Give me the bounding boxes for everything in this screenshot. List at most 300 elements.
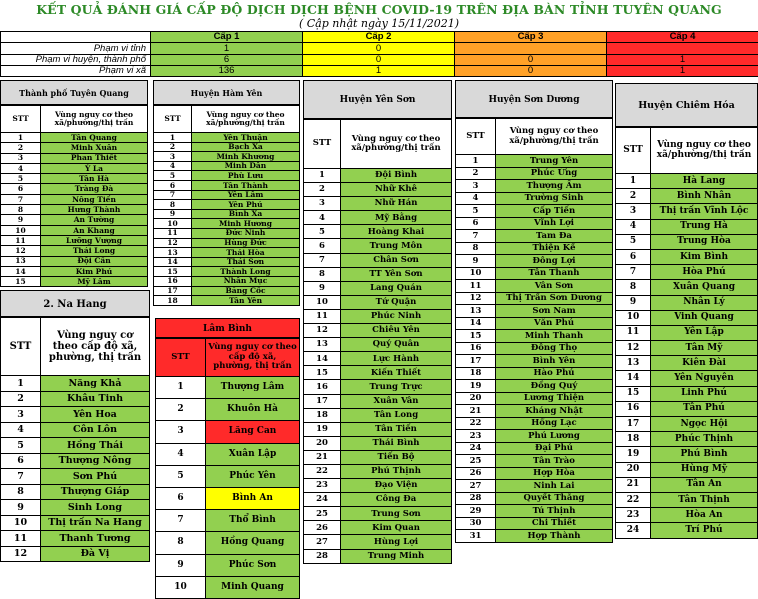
row-index: 26	[304, 521, 341, 535]
commune-name: Phú Thịnh	[341, 464, 452, 478]
table-row	[616, 386, 758, 401]
lb-table	[155, 338, 300, 599]
summary-row-label: Phạm vi xã	[1, 65, 151, 76]
row-index: 11	[616, 325, 651, 340]
zone-header: Vùng nguy cơ theo xã/phường/thị trấn	[192, 106, 300, 133]
table-row	[1, 422, 150, 438]
commune-name: Kháng Nhật	[496, 405, 613, 418]
row-index: 7	[1, 469, 41, 485]
commune-name: Phúc Ninh	[341, 309, 452, 323]
table-row	[304, 535, 452, 549]
commune-name: Trí Phú	[651, 523, 758, 538]
summary-row	[1, 43, 758, 54]
row-index: 7	[1, 194, 41, 204]
table-row	[154, 152, 300, 162]
stt-header: STT	[1, 106, 41, 133]
summary-row	[1, 54, 758, 65]
table-row	[616, 447, 758, 462]
table-row	[616, 401, 758, 416]
table-row	[456, 267, 613, 280]
table-row	[154, 248, 300, 258]
table-row	[156, 399, 300, 421]
table-row	[456, 530, 613, 543]
commune-name: Phúc Ứng	[496, 167, 613, 180]
commune-name: Kim Bình	[651, 249, 758, 264]
commune-name: Nông Tiến	[41, 194, 148, 204]
table-row	[304, 324, 452, 338]
row-index: 17	[616, 417, 651, 432]
row-index: 18	[456, 367, 496, 380]
commune-name: Tân Thanh	[496, 267, 613, 280]
row-index: 24	[616, 523, 651, 538]
table-row	[154, 200, 300, 210]
commune-name: Hồng Quang	[206, 532, 300, 554]
summary-corner	[1, 32, 151, 43]
commune-name: Bạch Xa	[192, 142, 300, 152]
tq-table	[0, 105, 148, 287]
row-index: 15	[616, 386, 651, 401]
table-row	[616, 356, 758, 371]
row-index: 21	[616, 477, 651, 492]
commune-name: Hà Lang	[651, 174, 758, 189]
commune-name: Thành Long	[192, 267, 300, 277]
row-index: 13	[616, 356, 651, 371]
table-row	[456, 492, 613, 505]
row-index: 1	[1, 133, 41, 143]
commune-name: Trung Môn	[341, 239, 452, 253]
table-row	[1, 215, 148, 225]
zone-header: Vùng nguy cơ theo xã/phường/thị trấn	[496, 119, 613, 155]
row-index: 2	[456, 167, 496, 180]
row-index: 2	[304, 183, 341, 197]
table-row	[154, 257, 300, 267]
commune-name: Tân Yên	[192, 296, 300, 306]
table-row	[304, 450, 452, 464]
commune-name: Cấp Tiến	[496, 205, 613, 218]
table-row	[616, 219, 758, 234]
row-index: 25	[456, 455, 496, 468]
table-row	[616, 462, 758, 477]
table-row	[304, 436, 452, 450]
row-index: 17	[456, 355, 496, 368]
row-index: 4	[456, 192, 496, 205]
row-index: 31	[456, 530, 496, 543]
row-index: 5	[304, 225, 341, 239]
row-index: 8	[456, 242, 496, 255]
hy-table	[153, 105, 300, 306]
commune-name: Thị Trấn Sơn Dương	[496, 292, 613, 305]
table-row	[304, 380, 452, 394]
commune-name: Tứ Quận	[341, 295, 452, 309]
row-index: 12	[304, 324, 341, 338]
row-index: 22	[616, 492, 651, 507]
table-row	[304, 197, 452, 211]
row-index: 3	[154, 152, 192, 162]
commune-name: Lực Hành	[341, 352, 452, 366]
row-index: 6	[456, 217, 496, 230]
commune-name: Xuân Vân	[341, 394, 452, 408]
row-index: 2	[1, 391, 41, 407]
table-row	[1, 235, 148, 245]
row-index: 5	[154, 171, 192, 181]
zone-header: Vùng nguy cơ theo cấp độ xã, phường, thị trấn	[206, 339, 300, 377]
commune-name: Thái Sơn	[192, 257, 300, 267]
table-row	[304, 309, 452, 323]
page-title: KẾT QUẢ ĐÁNH GIÁ CẤP ĐỘ DỊCH DỊCH BỆNH COVID-19 TRÊN ĐỊA BÀN TỈNH TUYÊN QUANG	[0, 2, 758, 17]
row-index: 18	[304, 408, 341, 422]
ys-header-row	[304, 120, 452, 169]
row-index: 11	[1, 531, 41, 547]
table-row	[1, 246, 148, 256]
summary-table	[0, 31, 758, 77]
row-index: 26	[456, 467, 496, 480]
nh-table	[0, 317, 150, 562]
summary-level-header: Cấp 3	[455, 32, 607, 43]
row-index: 10	[616, 310, 651, 325]
row-index: 18	[616, 432, 651, 447]
commune-name: Hào Phú	[496, 367, 613, 380]
table-row	[456, 367, 613, 380]
table-row	[156, 443, 300, 465]
commune-name: Hợp Hòa	[496, 467, 613, 480]
update-date: ( Cập nhật ngày 15/11/2021)	[0, 17, 758, 30]
ch-table	[615, 127, 758, 539]
commune-name: Tân Trào	[496, 455, 613, 468]
table-row	[456, 505, 613, 518]
commune-name: Đạo Viện	[341, 479, 452, 493]
commune-name: Tú Thịnh	[496, 505, 613, 518]
commune-name: Tràng Đà	[41, 184, 148, 194]
commune-name: Sơn Nam	[496, 305, 613, 318]
row-index: 29	[456, 505, 496, 518]
row-index: 12	[616, 341, 651, 356]
commune-name: Yên Lâm	[192, 190, 300, 200]
row-index: 10	[156, 576, 206, 598]
stt-header: STT	[1, 318, 41, 376]
row-index: 4	[1, 422, 41, 438]
zone-header: Vùng nguy cơ theo xã/phường/thị trấn	[651, 128, 758, 174]
row-index: 16	[154, 276, 192, 286]
commune-name: Đội Bình	[341, 169, 452, 183]
table-row	[154, 276, 300, 286]
table-row	[1, 438, 150, 454]
table-row	[156, 465, 300, 487]
row-index: 14	[456, 317, 496, 330]
commune-name: Phúc Yên	[206, 465, 300, 487]
row-index: 9	[156, 554, 206, 576]
table-row	[456, 280, 613, 293]
stt-header: STT	[304, 120, 341, 169]
summary-row-label: Phạm vi tỉnh	[1, 43, 151, 54]
row-index: 10	[456, 267, 496, 280]
summary-row-label: Phạm vi huyện, thành phố	[1, 54, 151, 65]
table-row	[1, 391, 150, 407]
commune-name: Lăng Can	[206, 421, 300, 443]
row-index: 23	[456, 430, 496, 443]
row-index: 23	[616, 508, 651, 523]
commune-name: Lưỡng Vượng	[41, 235, 148, 245]
commune-name: Minh Xuân	[41, 143, 148, 153]
table-row	[304, 493, 452, 507]
table-row	[156, 576, 300, 598]
summary-cell: 1	[303, 65, 455, 76]
commune-name: Minh Thanh	[496, 330, 613, 343]
commune-name: Trung Minh	[341, 549, 452, 563]
table-row	[156, 532, 300, 554]
commune-name: Thiện Kế	[496, 242, 613, 255]
row-index: 6	[1, 184, 41, 194]
commune-name: Trung Sơn	[341, 507, 452, 521]
table-row	[456, 305, 613, 318]
row-index: 11	[456, 280, 496, 293]
table-row	[1, 484, 150, 500]
commune-name: Xuân Lập	[206, 443, 300, 465]
sd-table	[455, 118, 613, 543]
row-index: 16	[616, 401, 651, 416]
row-index: 7	[616, 265, 651, 280]
summary-level-header: Cấp 2	[303, 32, 455, 43]
table-row	[456, 480, 613, 493]
table-row	[304, 507, 452, 521]
commune-name: Minh Hương	[192, 219, 300, 229]
row-index: 8	[1, 205, 41, 215]
row-index: 3	[304, 197, 341, 211]
stt-header: STT	[616, 128, 651, 174]
table-row	[616, 265, 758, 280]
row-index: 30	[456, 517, 496, 530]
commune-name: Lang Quán	[341, 281, 452, 295]
table-row	[1, 266, 148, 276]
row-index: 14	[304, 352, 341, 366]
commune-name: Yên Nguyên	[651, 371, 758, 386]
commune-name: Thị trấn Na Hang	[41, 515, 150, 531]
commune-name: Xuân Quang	[651, 280, 758, 295]
table-row	[156, 554, 300, 576]
table-row	[456, 255, 613, 268]
row-index: 16	[456, 342, 496, 355]
commune-name: Phù Lưu	[192, 171, 300, 181]
row-index: 24	[304, 493, 341, 507]
table-row	[304, 549, 452, 563]
row-index: 3	[1, 407, 41, 423]
row-index: 17	[154, 286, 192, 296]
table-row	[616, 310, 758, 325]
tq-header-row	[1, 106, 148, 133]
row-index: 19	[616, 447, 651, 462]
row-index: 20	[304, 436, 341, 450]
row-index: 10	[154, 219, 192, 229]
row-index: 21	[304, 450, 341, 464]
table-row	[1, 205, 148, 215]
table-row	[1, 515, 150, 531]
commune-name: Phú Lương	[496, 430, 613, 443]
row-index: 10	[304, 295, 341, 309]
row-index: 5	[616, 234, 651, 249]
table-row	[456, 167, 613, 180]
summary-cell: 1	[607, 54, 758, 65]
commune-name: Tân Thành	[192, 180, 300, 190]
row-index: 3	[156, 421, 206, 443]
commune-name: Trường Sinh	[496, 192, 613, 205]
commune-name: Thanh Tương	[41, 531, 150, 547]
commune-name: Kim Phú	[41, 266, 148, 276]
commune-name: Yên Thuận	[192, 133, 300, 143]
table-row	[616, 280, 758, 295]
ys-title: Huyện Yên Sơn	[303, 80, 452, 119]
summary-header-row	[1, 32, 758, 43]
commune-name: Phúc Thịnh	[651, 432, 758, 447]
table-row	[456, 317, 613, 330]
row-index: 5	[156, 465, 206, 487]
table-row	[1, 184, 148, 194]
table-row	[156, 421, 300, 443]
table-row	[304, 295, 452, 309]
commune-name: Yên Lập	[651, 325, 758, 340]
zone-header: Vùng nguy cơ theo xã/phường/thị trấn	[41, 106, 148, 133]
table-row	[304, 464, 452, 478]
commune-name: Tam Đa	[496, 230, 613, 243]
commune-name: TT Yên Sơn	[341, 267, 452, 281]
commune-name: Hùng Lợi	[341, 535, 452, 549]
row-index: 10	[1, 225, 41, 235]
commune-name: Yên Hoa	[41, 407, 150, 423]
row-index: 9	[1, 500, 41, 516]
commune-name: Chi Thiết	[496, 517, 613, 530]
commune-name: Minh Quang	[206, 576, 300, 598]
table-row	[154, 142, 300, 152]
commune-name: Bình Nhân	[651, 189, 758, 204]
table-row	[456, 217, 613, 230]
ys-table	[303, 119, 452, 564]
row-index: 1	[154, 133, 192, 143]
commune-name: Khuôn Hà	[206, 399, 300, 421]
row-index: 6	[304, 239, 341, 253]
commune-name: Phan Thiết	[41, 153, 148, 163]
row-index: 27	[304, 535, 341, 549]
row-index: 14	[154, 257, 192, 267]
row-index: 1	[616, 174, 651, 189]
table-row	[456, 455, 613, 468]
table-row	[1, 256, 148, 266]
row-index: 5	[1, 174, 41, 184]
row-index: 8	[304, 267, 341, 281]
table-row	[456, 380, 613, 393]
row-index: 9	[154, 209, 192, 219]
summary-cell: 1	[607, 65, 758, 76]
table-row	[456, 242, 613, 255]
commune-name: Chiêu Yên	[341, 324, 452, 338]
table-row	[304, 338, 452, 352]
tq-title: Thành phố Tuyên Quang	[0, 80, 148, 105]
commune-name: Thái Bình	[341, 436, 452, 450]
table-row	[154, 180, 300, 190]
row-index: 1	[156, 377, 206, 399]
nh-title: 2. Na Hang	[0, 290, 150, 317]
table-row	[1, 163, 148, 173]
commune-name: An Tường	[41, 215, 148, 225]
summary-cell: 0	[303, 43, 455, 54]
summary-cell: 0	[303, 54, 455, 65]
row-index: 19	[304, 422, 341, 436]
commune-name: Hưng Thành	[41, 205, 148, 215]
row-index: 5	[456, 205, 496, 218]
summary-cell	[607, 43, 758, 54]
table-row	[154, 171, 300, 181]
table-row	[616, 477, 758, 492]
row-index: 9	[1, 215, 41, 225]
table-row	[304, 211, 452, 225]
row-index: 27	[456, 480, 496, 493]
row-index: 11	[304, 309, 341, 323]
commune-name: Thượng Lâm	[206, 377, 300, 399]
row-index: 18	[154, 296, 192, 306]
commune-name: Thượng Nông	[41, 453, 150, 469]
commune-name: Phú Bình	[651, 447, 758, 462]
commune-name: Thượng Giáp	[41, 484, 150, 500]
table-row	[1, 469, 150, 485]
row-index: 3	[456, 180, 496, 193]
row-index: 1	[456, 155, 496, 168]
table-row	[456, 430, 613, 443]
table-row	[616, 341, 758, 356]
row-index: 14	[616, 371, 651, 386]
row-index: 8	[1, 484, 41, 500]
row-index: 17	[304, 394, 341, 408]
table-row	[1, 277, 148, 287]
row-index: 7	[156, 510, 206, 532]
commune-name: Mỹ Lâm	[41, 277, 148, 287]
table-row	[456, 442, 613, 455]
table-row	[456, 330, 613, 343]
commune-name: Hồng Thái	[41, 438, 150, 454]
row-index: 12	[456, 292, 496, 305]
commune-name: Đông Lợi	[496, 255, 613, 268]
summary-cell: 6	[151, 54, 303, 65]
commune-name: Quý Quân	[341, 338, 452, 352]
stt-header: STT	[154, 106, 192, 133]
commune-name: Năng Khả	[41, 376, 150, 392]
commune-name: Bình Yên	[496, 355, 613, 368]
commune-name: Đông Thọ	[496, 342, 613, 355]
table-row	[456, 467, 613, 480]
commune-name: Quyết Thắng	[496, 492, 613, 505]
commune-name: Tân Phú	[651, 401, 758, 416]
summary-level-header: Cấp 4	[607, 32, 758, 43]
nh-header-row	[1, 318, 150, 376]
zone-header: Vùng nguy cơ theo xã/phường/thị trấn	[341, 120, 452, 169]
commune-name: Kiến Thiết	[341, 366, 452, 380]
hy-header-row	[154, 106, 300, 133]
table-row	[154, 219, 300, 229]
table-row	[304, 253, 452, 267]
row-index: 5	[1, 438, 41, 454]
row-index: 12	[154, 238, 192, 248]
row-index: 2	[1, 143, 41, 153]
row-index: 4	[156, 443, 206, 465]
commune-name: Chân Sơn	[341, 253, 452, 267]
commune-name: Bằng Cốc	[192, 286, 300, 296]
row-index: 10	[1, 515, 41, 531]
row-index: 24	[456, 442, 496, 455]
lb-header-row	[156, 339, 300, 377]
row-index: 16	[304, 380, 341, 394]
ch-header-row	[616, 128, 758, 174]
table-row	[304, 408, 452, 422]
table-row	[1, 174, 148, 184]
row-index: 15	[456, 330, 496, 343]
commune-name: Kim Quan	[341, 521, 452, 535]
table-row	[616, 523, 758, 538]
